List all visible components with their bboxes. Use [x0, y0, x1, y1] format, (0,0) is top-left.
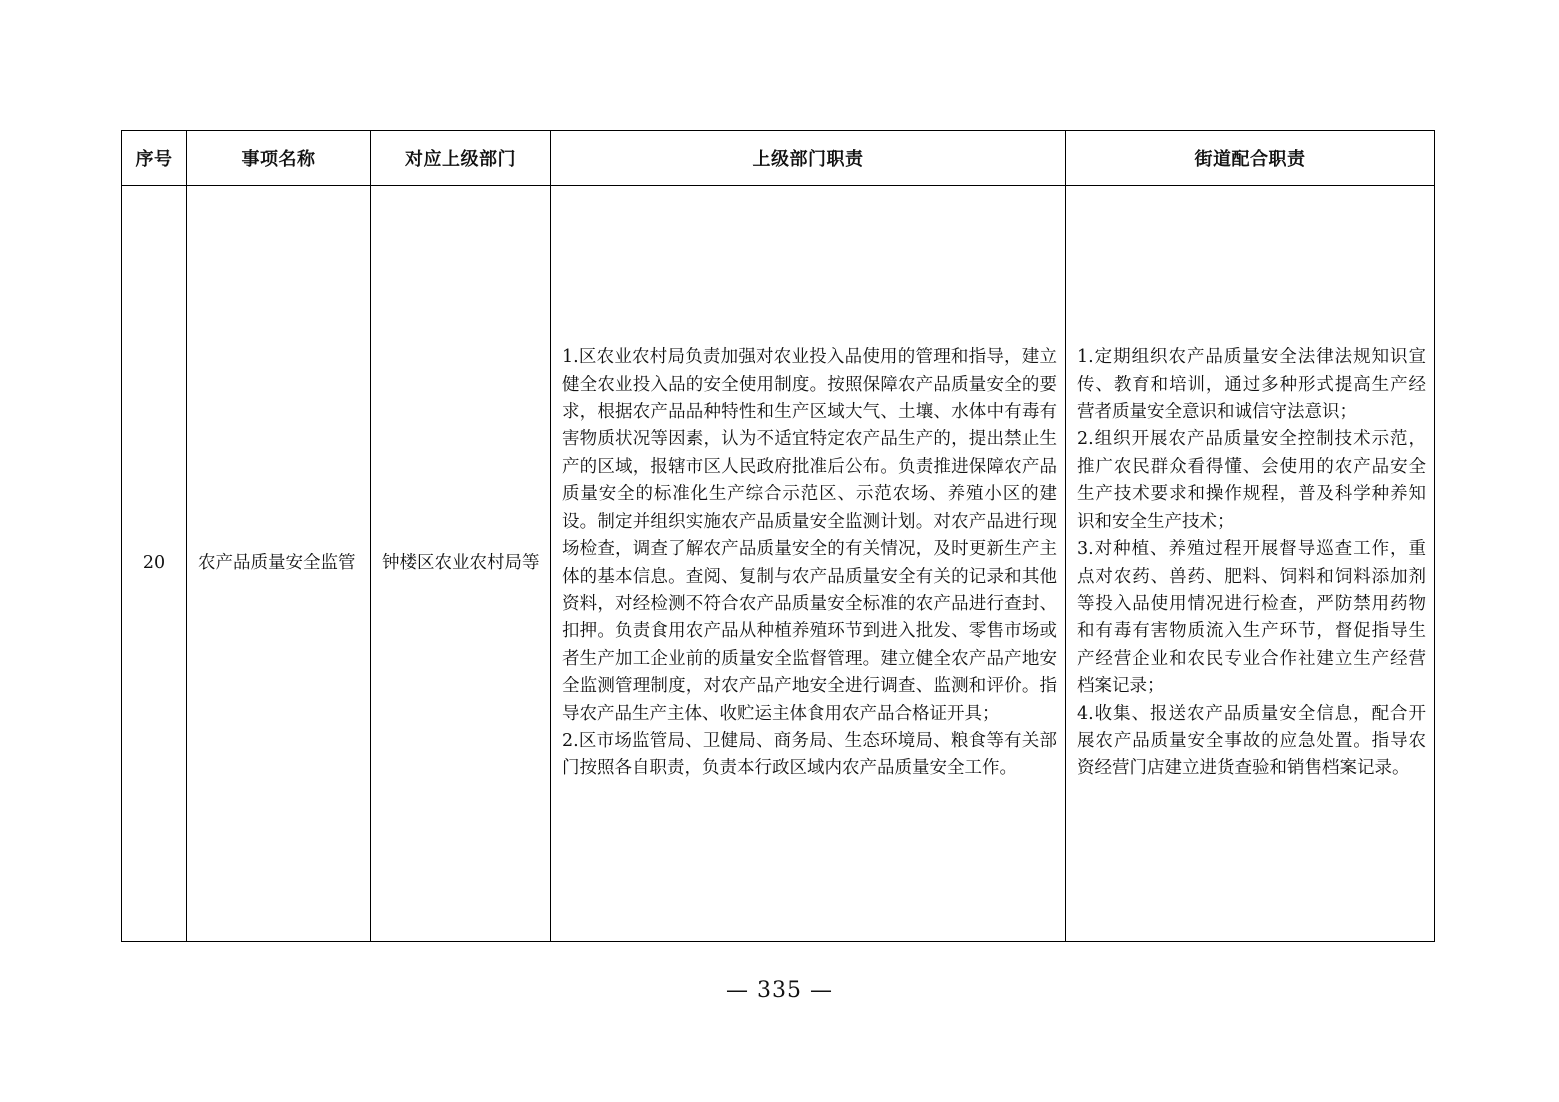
superior-duty-item: 1.区农业农村局负责加强对农业投入品使用的管理和指导，建立健全农业投入品的安全使用制度。按照保障农产品质量安全的要求，根据农产品品种特性和生产区域大气、土壤、水体中有毒有害物质状况等因素，认为不适宜特定农产品生产的，提出禁止生产的区域，报辖市区人民政府批准后公布。负责推进保障农产品质量安全的标准化生产综合示范区、示范农场、养殖小区的建设。制定并组织实施农产品质量安全监测计划。对农产品进行现场检查，调查了解农产品质量安全的有关情况，及时更新生产主体的基本信息。查阅、复制与农产品质量安全有关的记录和其他资料，对经检测不符合农产品质量安全标准的农产品进行查封、扣押。负责食用农产品从种植养殖环节到进入批发、零售市场或者生产加工企业前的质量安全监督管理。建立健全农产品产地安全监测管理制度，对农产品产地安全进行调查、监测和评价。指导农产品生产主体、收贮运主体食用农产品合格证开具；: [562, 347, 1057, 724]
cell-superior-dept: 钟楼区农业农村局等: [371, 186, 551, 942]
cell-superior-duty: [551, 186, 1066, 942]
table-row: [122, 186, 1435, 942]
header-street-duty: 街道配合职责: [1066, 131, 1435, 186]
cell-street-duty: [1066, 186, 1435, 942]
street-duty-item: 1.定期组织农产品质量安全法律法规知识宣传、教育和培训，通过多种形式提高生产经营者质量安全意识和诚信守法意识；: [1077, 347, 1426, 423]
header-seq: 序号: [122, 131, 187, 186]
street-duty-item: 4.收集、报送农产品质量安全信息，配合开展农产品质量安全事故的应急处置。指导农资经营门店建立进货查验和销售档案记录。: [1077, 703, 1426, 779]
header-superior-dept: 对应上级部门: [371, 131, 551, 186]
header-item-name: 事项名称: [187, 131, 371, 186]
superior-duty-item: 2.区市场监管局、卫健局、商务局、生态环境局、粮食等有关部门按照各自职责，负责本行政区域内农产品质量安全工作。: [562, 730, 1057, 779]
duty-table: [121, 130, 1435, 942]
street-duty-item: 3.对种植、养殖过程开展督导巡查工作，重点对农药、兽药、肥料、饲料和饲料添加剂等投入品使用情况进行检查，严防禁用药物和有毒有害物质流入生产环节，督促指导生产经营企业和农民专业合作社建立生产经营档案记录；: [1077, 539, 1426, 697]
header-superior-duty: 上级部门职责: [551, 131, 1066, 186]
page-number: — 335 —: [726, 978, 833, 1003]
table-header-row: [122, 131, 1435, 186]
street-duty-item: 2.组织开展农产品质量安全控制技术示范，推广农民群众看得懂、会使用的农产品安全生产技术要求和操作规程，普及科学种养知识和安全生产技术；: [1077, 429, 1426, 532]
cell-seq: 20: [122, 186, 187, 942]
cell-item-name: 农产品质量安全监管: [187, 186, 371, 942]
